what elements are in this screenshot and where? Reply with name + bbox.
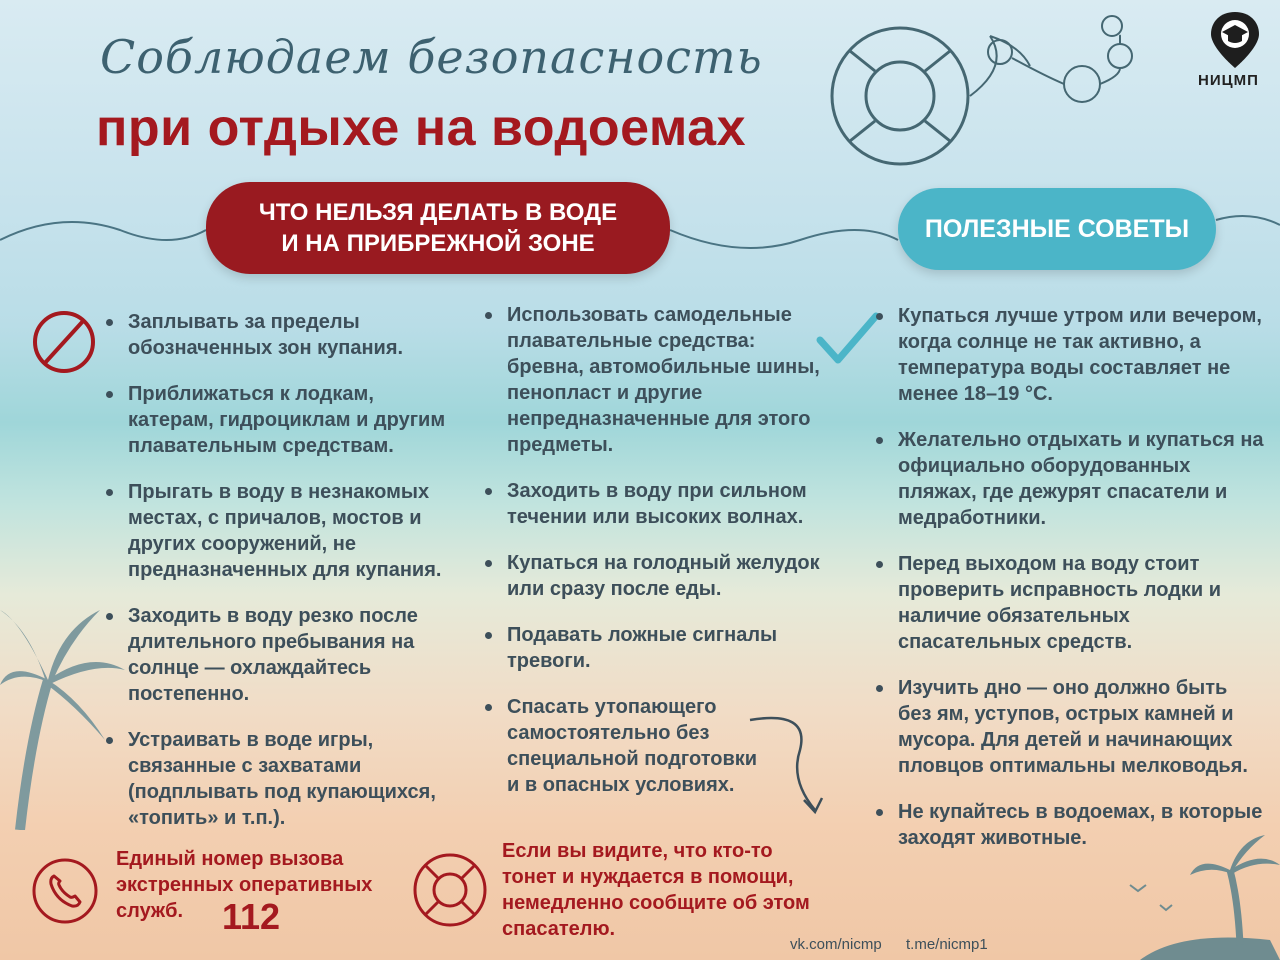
phone-icon — [30, 856, 100, 926]
list-item: Спасать утопающего самостоятельно без специальной подготовки и в опасных условиях. — [483, 694, 767, 798]
list-item: Использовать самодельные плавательные средства: бревна, автомобильные шины, пенопласт и другие непредназначенные для этого предметы. — [483, 302, 823, 458]
list-item: Перед выходом на воду стоит проверить исправность лодки и наличие обязательных спасательных средств. — [874, 551, 1264, 655]
script-title: Соблюдаем безопасность — [100, 30, 763, 84]
list-item: Заплывать за пределы обозначенных зон купания. — [104, 309, 464, 361]
curved-arrow-icon — [740, 710, 830, 820]
list-item: Изучить дно — оно должно быть без ям, уступов, острых камней и мусора. Для детей и начинающих пловцов оптимальны мелководья. — [874, 675, 1264, 779]
tips-list — [874, 303, 1264, 871]
list-item: Купаться лучше утром или вечером, когда солнце не так активно, а температура воды составляет не менее 18–19 °C. — [874, 303, 1264, 407]
list-item: Купаться на голодный желудок или сразу после еды. — [483, 550, 823, 602]
nicmp-logo-icon — [1208, 10, 1262, 70]
emergency-number: 112 — [222, 896, 281, 937]
list-item: Приближаться к лодкам, катерам, гидроциклам и другим плавательным средствам. — [104, 381, 464, 459]
forbidden-header-line2: И НА ПРИБРЕЖНОЙ ЗОНЕ — [281, 230, 595, 257]
vk-link[interactable]: vk.com/nicmp — [790, 936, 882, 953]
forbidden-header-line1: ЧТО НЕЛЬЗЯ ДЕЛАТЬ В ВОДЕ — [258, 199, 618, 226]
prohibited-icon — [30, 308, 98, 376]
forbidden-list-left — [104, 309, 464, 851]
lifebuoy-icon — [410, 850, 490, 930]
list-item: Заходить в воду резко после длительного пребывания на солнце — охлаждайтесь постепенно. — [104, 603, 464, 707]
list-item: Устраивать в воде игры, связанные с захватами (подплывать под купающихся, «топить» и т.п.). — [104, 727, 464, 831]
list-item: Прыгать в воду в незнакомых местах, с причалов, мостов и других сооружений, не предназначенных для купания. — [104, 479, 464, 583]
checkmark-icon — [816, 310, 880, 370]
logo-text: НИЦМП — [1198, 72, 1259, 89]
list-item: Желательно отдыхать и купаться на официально оборудованных пляжах, где дежурят спасатели и медработники. — [874, 427, 1264, 531]
forbidden-header-pill — [206, 182, 670, 274]
main-title: при отдыхе на водоемах — [96, 99, 747, 157]
emergency-text: Единый номер вызова экстренных оперативных служб. — [116, 848, 373, 922]
list-item: Не купайтесь в водоемах, в которые заходят животные. — [874, 799, 1264, 851]
list-item: Заходить в воду при сильном течении или высоких волнах. — [483, 478, 823, 530]
list-item: Подавать ложные сигналы тревоги. — [483, 622, 823, 674]
tips-header-pill: ПОЛЕЗНЫЕ СОВЕТЫ — [898, 188, 1216, 270]
rescue-text: Если вы видите, что кто-то тонет и нуждается в помощи, немедленно сообщите об этом спасателю. — [502, 840, 810, 940]
lifebuoy-rope-decoration — [820, 6, 1180, 186]
telegram-link[interactable]: t.me/nicmp1 — [906, 936, 988, 953]
